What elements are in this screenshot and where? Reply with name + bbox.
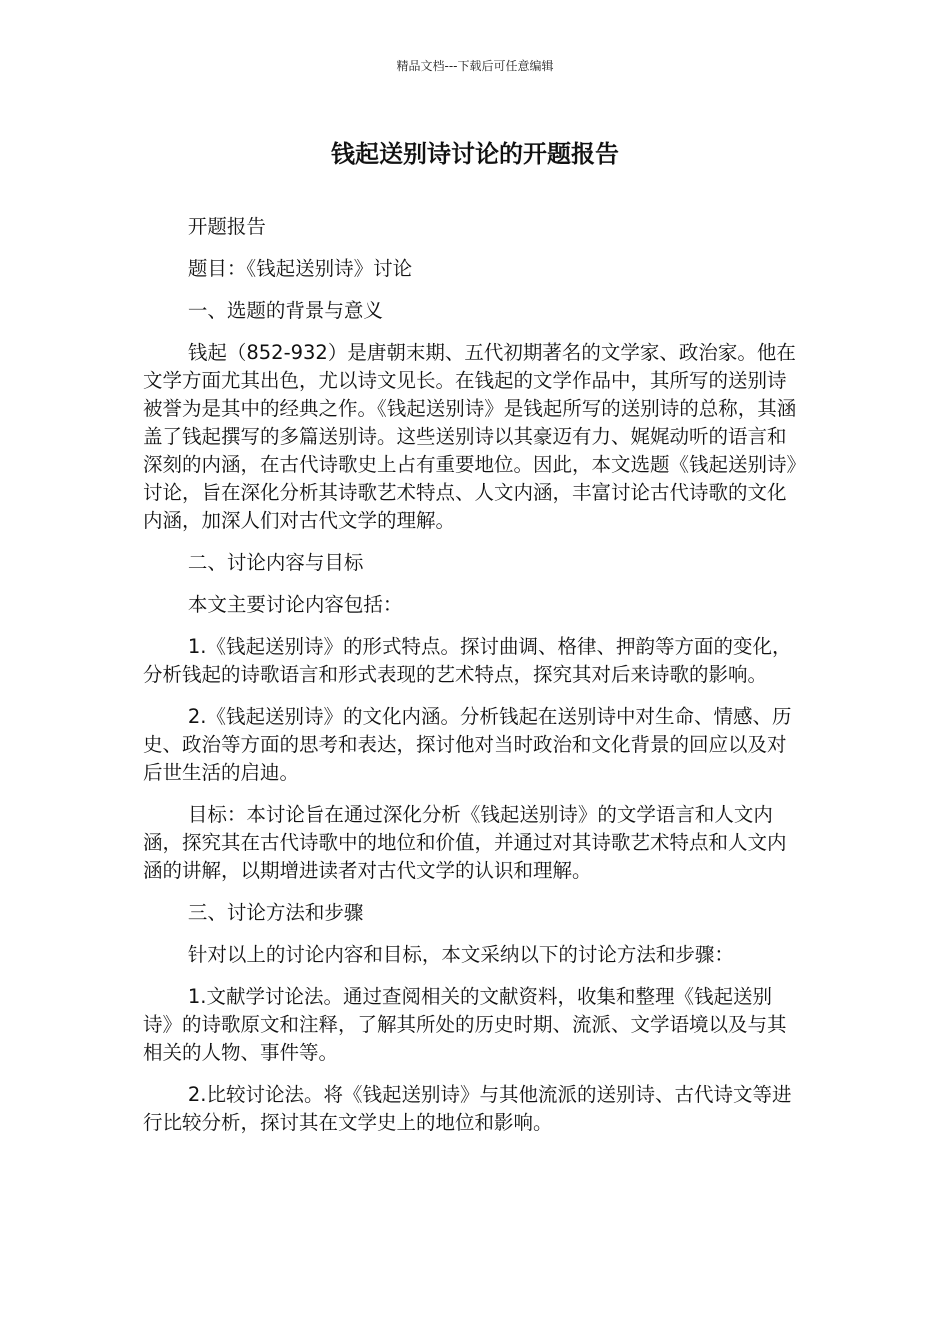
section-heading-methods: 三、讨论方法和步骤 [187, 901, 364, 924]
topic-line: 题目：《钱起送别诗》讨论 [187, 257, 413, 280]
section-heading-content-goals: 二、讨论内容与目标 [187, 551, 364, 574]
section-heading-background: 一、选题的背景与意义 [187, 299, 383, 322]
document-body [143, 213, 799, 1151]
header-note: 精品文档---下载后可任意编辑 [396, 59, 554, 73]
methods-intro-paragraph: 针对以上的讨论内容和目标，本文采纳以下的讨论方法和步骤： [187, 943, 734, 966]
content-item-culture: 2.《钱起送别诗》的文化内涵。分析钱起在送别诗中对生命、情感、历史、政治等方面的思考和表达，探讨他对当时政治和文化背景的回应以及对后世生活的启迪。 [143, 705, 792, 784]
report-label: 开题报告 [187, 215, 266, 238]
content-intro-paragraph: 本文主要讨论内容包括： [187, 593, 403, 616]
document-title: 钱起送别诗讨论的开题报告 [331, 140, 619, 168]
content-item-form: 1.《钱起送别诗》的形式特点。探讨曲调、格律、押韵等方面的变化，分析钱起的诗歌语言和形式表现的艺术特点，探究其对后来诗歌的影响。 [143, 635, 792, 686]
background-paragraph: 钱起（852-932）是唐朝末期、五代初期著名的文学家、政治家。他在文学方面尤其出色，尤以诗文见长。在钱起的文学作品中，其所写的送别诗被誉为是其中的经典之作。《钱起送别诗》是钱起所写的送别诗的总称，其涵盖了钱起撰写的多篇送别诗。这些送别诗以其豪迈有力、娓娓动听的语言和深刻的内涵，在古代诗歌史上占有重要地位。因此，本文选题《钱起送别诗》讨论，旨在深化分析其诗歌艺术特点、人文内涵，丰富讨论古代诗歌的文化内涵，加深人们对古代文学的理解。 [143, 341, 797, 532]
method-item-comparison: 2.比较讨论法。将《钱起送别诗》与其他流派的送别诗、古代诗文等进行比较分析，探讨其在文学史上的地位和影响。 [143, 1083, 792, 1134]
method-item-literature: 1.文献学讨论法。通过查阅相关的文献资料，收集和整理《钱起送别诗》的诗歌原文和注释，了解其所处的历史时期、流派、文学语境以及与其相关的人物、事件等。 [143, 985, 787, 1064]
goal-paragraph: 目标：本讨论旨在通过深化分析《钱起送别诗》的文学语言和人文内涵，探究其在古代诗歌中的地位和价值，并通过对其诗歌艺术特点和人文内涵的讲解，以期增进读者对古代文学的认识和理解。 [143, 803, 787, 882]
